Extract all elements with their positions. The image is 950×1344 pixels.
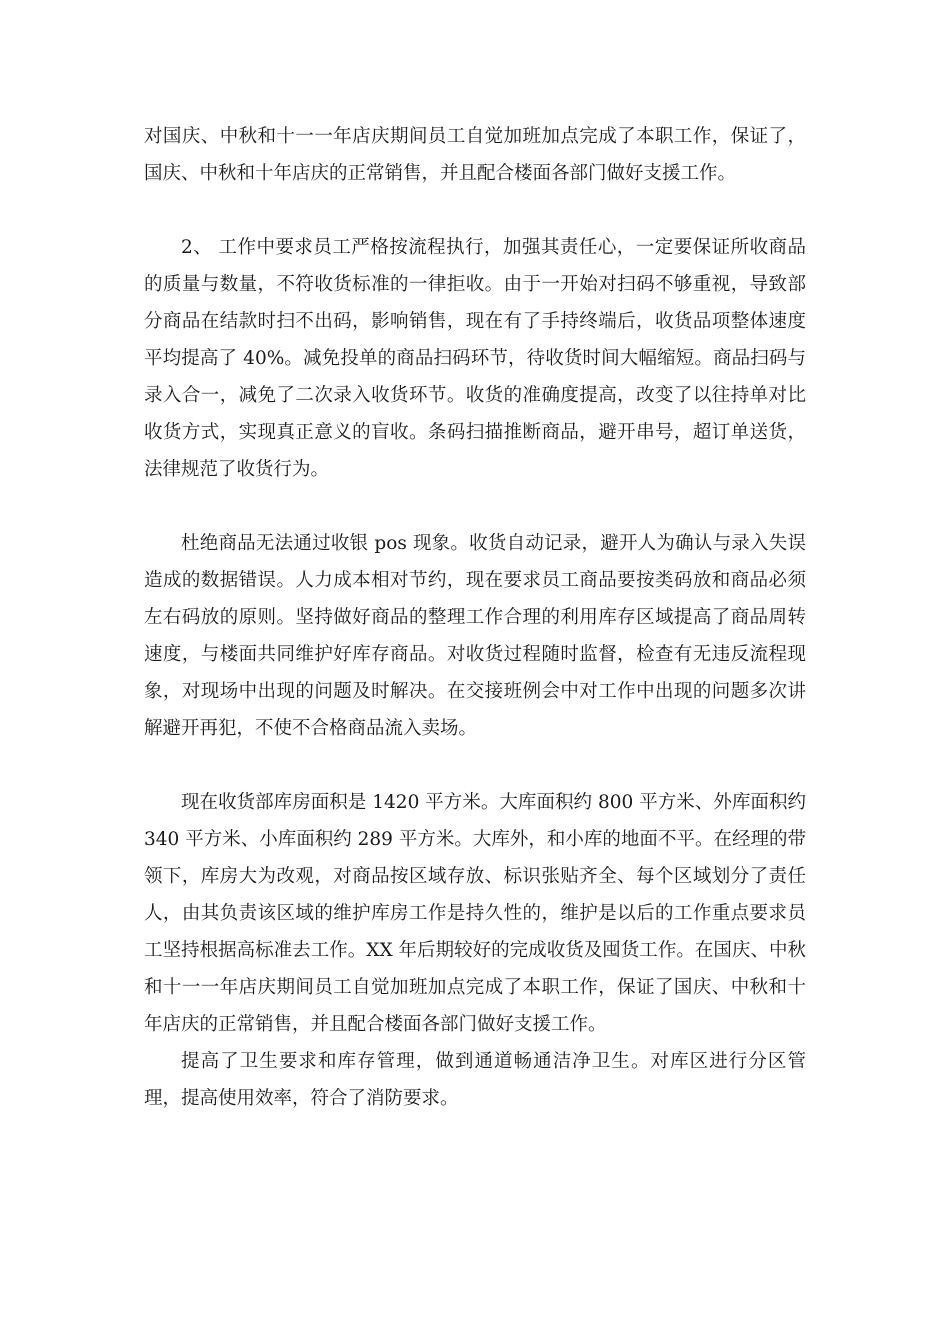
- paragraph-4: 现在收货部库房面积是 1420 平方米。大库面积约 800 平方米、外库面积约 340 平方米、小库面积约 289 平方米。大库外，和小库的地面不平。在经理的带领下，库房大为改观，对商品按区域存放、标识张贴齐全、每个区域划分了责任人，由其负责该区域的维护库房工作是持久性的，维护是以后的工作重点要求员工坚持根据高标准去工作。XX 年后期较好的完成收货及囤货工作。在国庆、中秋和十一一年店庆期间员工自觉加班加点完成了本职工作，保证了国庆、中秋和十年店庆的正常销售，并且配合楼面各部门做好支援工作。: [144, 792, 806, 1035]
- document-body: [144, 118, 806, 1117]
- paragraph-2: 2、 工作中要求员工严格按流程执行，加强其责任心，一定要保证所收商品的质量与数量，不符收货标准的一律拒收。由于一开始对扫码不够重视，导致部分商品在结款时扫不出码，影响销售，现在有了手持终端后，收货品项整体速度平均提高了 40%。减免投单的商品扫码环节，待收货时间大幅缩短。商品扫码与录入合一，减免了二次录入收货环节。收货的准确度提高，改变了以往持单对比收货方式，实现真正意义的盲收。条码扫描推断商品，避开串号，超订单送货，法律规范了收货行为。: [144, 237, 806, 480]
- paragraph-5: 提高了卫生要求和库存管理，做到通道畅通洁净卫生。对库区进行分区管理，提高使用效率，符合了消防要求。: [144, 1051, 806, 1109]
- paragraph-3: 杜绝商品无法通过收银 pos 现象。收货自动记录，避开人为确认与录入失误造成的数据错误。人力成本相对节约，现在要求员工商品要按类码放和商品必须左右码放的原则。坚持做好商品的整理工作合理的利用库存区域提高了商品周转速度，与楼面共同维护好库存商品。对收货过程随时监督，检查有无违反流程现象，对现场中出现的问题及时解决。在交接班例会中对工作中出现的问题多次讲解避开再犯，不使不合格商品流入卖场。: [144, 533, 806, 739]
- paragraph-1: 对国庆、中秋和十一一年店庆期间员工自觉加班加点完成了本职工作，保证了，国庆、中秋和十年店庆的正常销售，并且配合楼面各部门做好支援工作。: [144, 126, 806, 184]
